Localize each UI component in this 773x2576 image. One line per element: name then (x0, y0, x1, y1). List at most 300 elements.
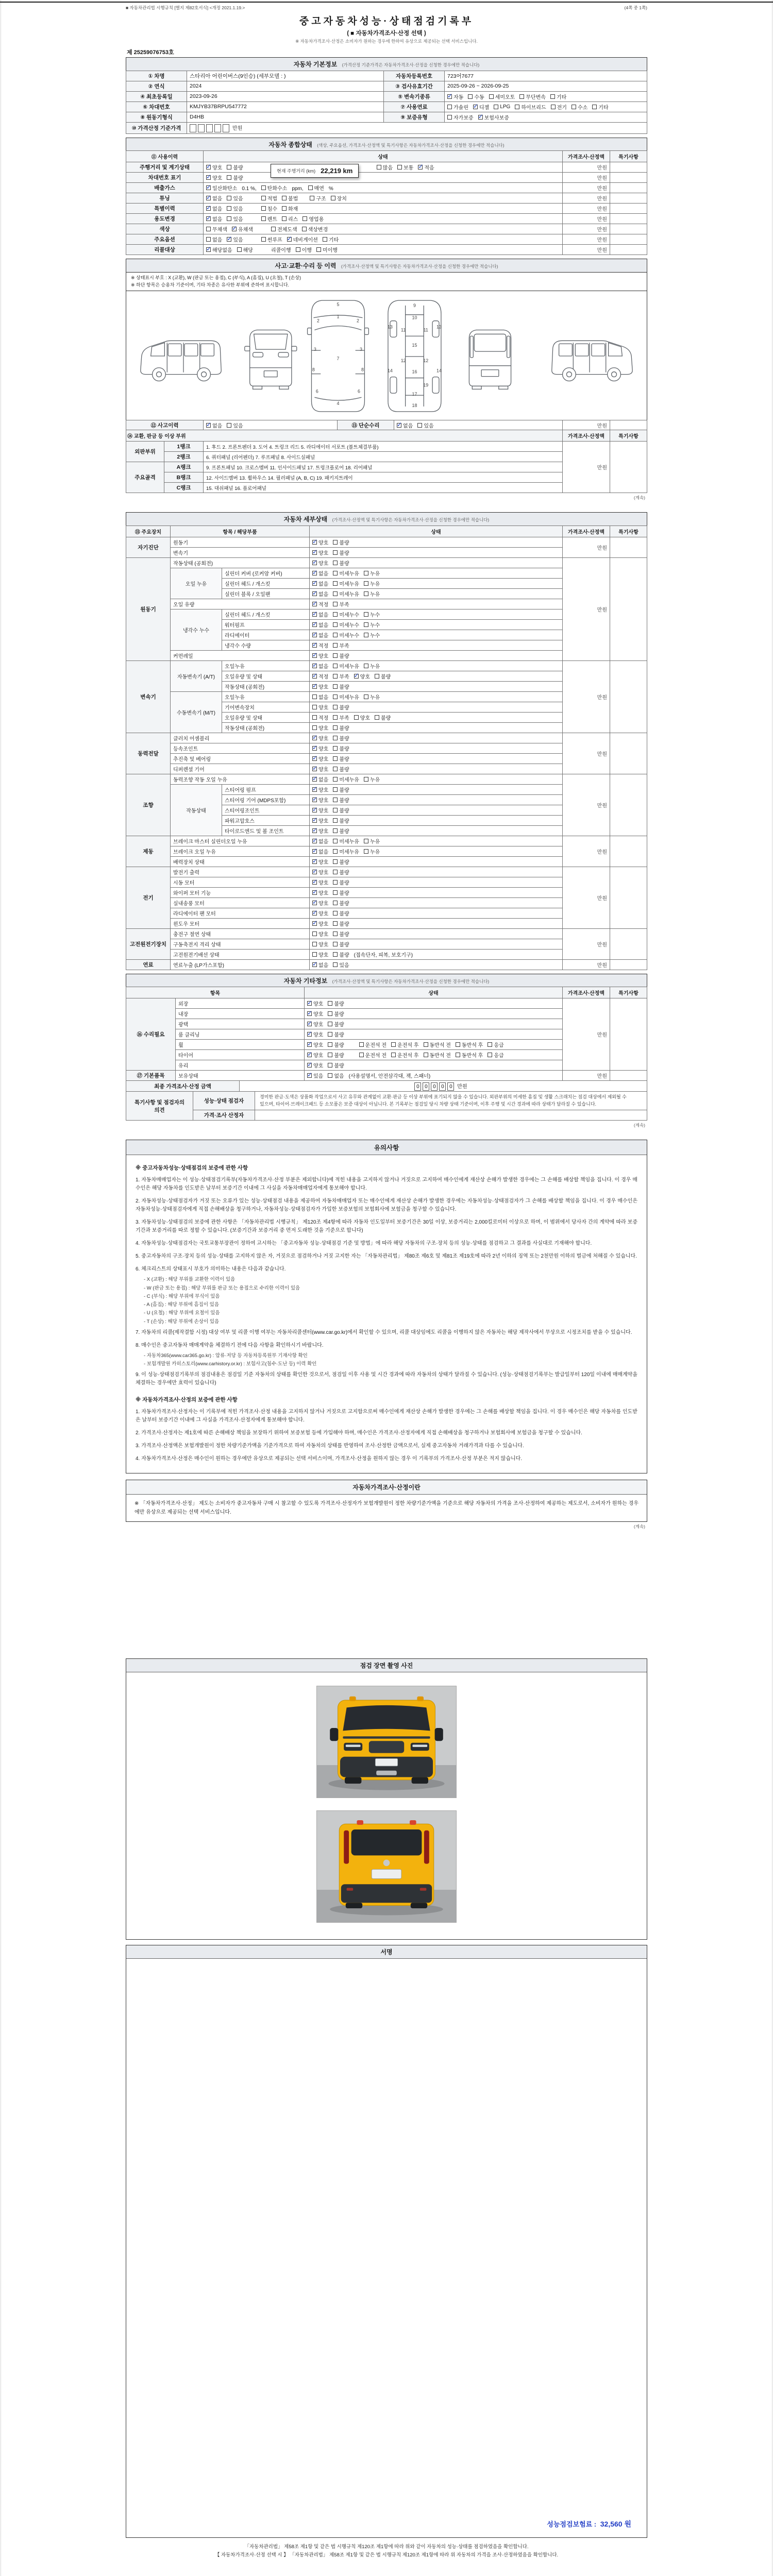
checkbox-option[interactable] (312, 868, 328, 876)
unchecked-checkbox[interactable] (391, 1053, 396, 1057)
checked-checkbox[interactable] (307, 1063, 312, 1067)
unchecked-checkbox[interactable] (375, 674, 379, 679)
checkbox-option[interactable] (261, 194, 277, 202)
checked-checkbox[interactable] (312, 653, 317, 658)
unchecked-checkbox[interactable] (397, 165, 402, 170)
checkbox-option[interactable] (232, 225, 253, 233)
unchecked-checkbox[interactable] (354, 715, 359, 720)
checkbox-option[interactable] (333, 714, 349, 721)
checked-checkbox[interactable] (206, 185, 211, 190)
checkbox-option[interactable] (333, 920, 349, 927)
unchecked-checkbox[interactable] (333, 633, 338, 637)
checked-checkbox[interactable] (312, 911, 317, 916)
unchecked-checkbox[interactable] (333, 859, 338, 864)
checkbox-option[interactable] (312, 889, 328, 896)
unchecked-checkbox[interactable] (333, 870, 338, 874)
unchecked-checkbox[interactable] (261, 237, 266, 242)
checkbox-option[interactable] (271, 225, 297, 233)
checkbox-option[interactable] (519, 93, 546, 100)
checkbox-option[interactable] (312, 909, 328, 917)
checkbox-option[interactable] (391, 1051, 418, 1059)
checkbox-option[interactable] (261, 235, 282, 243)
checkbox-option[interactable] (282, 205, 298, 212)
checkbox-option[interactable] (206, 215, 222, 223)
checkbox-option[interactable] (424, 1051, 451, 1059)
checkbox-option[interactable] (364, 580, 380, 587)
unchecked-checkbox[interactable] (391, 1042, 396, 1047)
checkbox-option[interactable] (312, 961, 328, 969)
unchecked-checkbox[interactable] (333, 931, 338, 936)
unchecked-checkbox[interactable] (359, 1042, 364, 1047)
checkbox-option[interactable] (307, 1030, 323, 1038)
checked-checkbox[interactable] (447, 94, 452, 99)
checkbox-option[interactable] (206, 246, 232, 253)
checked-checkbox[interactable] (312, 870, 317, 874)
checkbox-option[interactable] (206, 421, 222, 429)
unchecked-checkbox[interactable] (333, 612, 338, 617)
checkbox-option[interactable] (333, 951, 349, 958)
checkbox-option[interactable] (488, 1041, 503, 1048)
unchecked-checkbox[interactable] (206, 237, 211, 242)
unchecked-checkbox[interactable] (333, 962, 338, 967)
unchecked-checkbox[interactable] (328, 1022, 332, 1026)
checked-checkbox[interactable] (307, 1042, 312, 1047)
checkbox-option[interactable] (206, 163, 222, 171)
checked-checkbox[interactable] (312, 746, 317, 751)
unchecked-checkbox[interactable] (592, 105, 597, 109)
checkbox-option[interactable] (364, 775, 380, 783)
checked-checkbox[interactable] (473, 105, 478, 109)
checkbox-option[interactable] (364, 848, 380, 855)
checkbox-option[interactable] (312, 786, 328, 793)
unchecked-checkbox[interactable] (333, 664, 338, 668)
unchecked-checkbox[interactable] (328, 1032, 332, 1037)
unchecked-checkbox[interactable] (364, 622, 368, 627)
checkbox-option[interactable] (312, 951, 328, 958)
unchecked-checkbox[interactable] (364, 777, 368, 782)
checkbox-option[interactable] (364, 631, 380, 639)
unchecked-checkbox[interactable] (271, 227, 276, 231)
checked-checkbox[interactable] (312, 962, 317, 967)
checkbox-option[interactable] (515, 103, 546, 111)
checked-checkbox[interactable] (397, 423, 401, 428)
checkbox-option[interactable] (397, 163, 413, 171)
unchecked-checkbox[interactable] (519, 94, 524, 99)
unchecked-checkbox[interactable] (424, 1042, 428, 1047)
checkbox-option[interactable] (333, 672, 349, 680)
checked-checkbox[interactable] (312, 828, 317, 833)
unchecked-checkbox[interactable] (333, 818, 338, 823)
checkbox-option[interactable] (227, 205, 243, 212)
checkbox-option[interactable] (333, 693, 359, 701)
checked-checkbox[interactable] (312, 849, 317, 854)
checkbox-option[interactable] (312, 590, 328, 598)
checkbox-option[interactable] (333, 652, 349, 659)
unchecked-checkbox[interactable] (328, 1063, 332, 1067)
checkbox-option[interactable] (333, 600, 349, 608)
checkbox-option[interactable] (308, 184, 324, 192)
checkbox-option[interactable] (303, 215, 324, 223)
unchecked-checkbox[interactable] (312, 725, 317, 730)
checkbox-option[interactable] (364, 662, 380, 670)
checkbox-option[interactable] (333, 662, 359, 670)
unchecked-checkbox[interactable] (227, 175, 231, 180)
checkbox-option[interactable] (282, 215, 298, 223)
checked-checkbox[interactable] (206, 247, 211, 252)
checked-checkbox[interactable] (307, 1032, 312, 1037)
checkbox-option[interactable] (328, 1072, 344, 1079)
checked-checkbox[interactable] (312, 581, 317, 586)
checkbox-option[interactable] (312, 703, 328, 711)
unchecked-checkbox[interactable] (488, 1042, 492, 1047)
checkbox-option[interactable] (333, 961, 349, 969)
checkbox-option[interactable] (312, 827, 328, 835)
unchecked-checkbox[interactable] (237, 247, 242, 252)
unchecked-checkbox[interactable] (206, 227, 211, 231)
checked-checkbox[interactable] (478, 115, 483, 120)
checkbox-option[interactable] (312, 744, 328, 752)
unchecked-checkbox[interactable] (364, 612, 368, 617)
checked-checkbox[interactable] (206, 196, 211, 200)
unchecked-checkbox[interactable] (572, 105, 576, 109)
unchecked-checkbox[interactable] (468, 94, 473, 99)
unchecked-checkbox[interactable] (333, 561, 338, 565)
checkbox-option[interactable] (227, 421, 243, 429)
checkbox-option[interactable] (375, 714, 391, 721)
checkbox-option[interactable] (333, 734, 349, 742)
checked-checkbox[interactable] (312, 633, 317, 637)
checkbox-option[interactable] (206, 205, 222, 212)
checkbox-option[interactable] (328, 1030, 344, 1038)
unchecked-checkbox[interactable] (227, 206, 231, 211)
unchecked-checkbox[interactable] (328, 1042, 332, 1047)
checkbox-option[interactable] (364, 590, 380, 598)
unchecked-checkbox[interactable] (333, 808, 338, 812)
unchecked-checkbox[interactable] (333, 756, 338, 761)
checkbox-option[interactable] (333, 940, 349, 948)
checkbox-option[interactable] (206, 174, 222, 181)
unchecked-checkbox[interactable] (333, 798, 338, 802)
unchecked-checkbox[interactable] (333, 684, 338, 689)
checkbox-option[interactable] (447, 113, 474, 121)
checkbox-option[interactable] (333, 631, 359, 639)
checkbox-option[interactable] (592, 103, 608, 111)
checked-checkbox[interactable] (312, 561, 317, 565)
unchecked-checkbox[interactable] (333, 952, 338, 957)
unchecked-checkbox[interactable] (333, 591, 338, 596)
checkbox-option[interactable] (333, 621, 359, 629)
unchecked-checkbox[interactable] (333, 725, 338, 730)
unchecked-checkbox[interactable] (364, 591, 368, 596)
unchecked-checkbox[interactable] (302, 227, 307, 231)
checkbox-option[interactable] (312, 538, 328, 546)
checked-checkbox[interactable] (206, 423, 211, 428)
checked-checkbox[interactable] (312, 818, 317, 823)
unchecked-checkbox[interactable] (333, 777, 338, 782)
checkbox-option[interactable] (312, 549, 328, 556)
unchecked-checkbox[interactable] (333, 787, 338, 792)
checkbox-option[interactable] (312, 621, 328, 629)
checkbox-option[interactable] (468, 93, 484, 100)
checkbox-option[interactable] (550, 93, 566, 100)
checkbox-option[interactable] (333, 755, 349, 762)
unchecked-checkbox[interactable] (333, 911, 338, 916)
unchecked-checkbox[interactable] (333, 828, 338, 833)
unchecked-checkbox[interactable] (328, 1073, 332, 1078)
checkbox-option[interactable] (312, 878, 328, 886)
checked-checkbox[interactable] (312, 901, 317, 905)
checkbox-option[interactable] (333, 827, 349, 835)
checkbox-option[interactable] (307, 1061, 323, 1069)
unchecked-checkbox[interactable] (333, 622, 338, 627)
unchecked-checkbox[interactable] (377, 165, 381, 170)
checkbox-option[interactable] (359, 1041, 386, 1048)
checked-checkbox[interactable] (312, 591, 317, 596)
checkbox-option[interactable] (312, 724, 328, 732)
unchecked-checkbox[interactable] (316, 247, 321, 252)
unchecked-checkbox[interactable] (282, 196, 287, 200)
checkbox-option[interactable] (206, 194, 222, 202)
unchecked-checkbox[interactable] (333, 746, 338, 751)
unchecked-checkbox[interactable] (375, 715, 379, 720)
checkbox-option[interactable] (312, 796, 328, 804)
checkbox-option[interactable] (261, 205, 277, 212)
checkbox-option[interactable] (312, 714, 328, 721)
checkbox-option[interactable] (333, 611, 359, 618)
checkbox-option[interactable] (333, 878, 349, 886)
unchecked-checkbox[interactable] (282, 216, 287, 221)
checkbox-option[interactable] (261, 215, 277, 223)
checked-checkbox[interactable] (312, 756, 317, 761)
unchecked-checkbox[interactable] (359, 1053, 364, 1057)
checked-checkbox[interactable] (206, 165, 211, 170)
checked-checkbox[interactable] (206, 216, 211, 221)
unchecked-checkbox[interactable] (333, 643, 338, 648)
checkbox-option[interactable] (312, 920, 328, 927)
checkbox-option[interactable] (333, 538, 349, 546)
unchecked-checkbox[interactable] (331, 196, 335, 200)
checkbox-option[interactable] (488, 1051, 503, 1059)
unchecked-checkbox[interactable] (333, 901, 338, 905)
unchecked-checkbox[interactable] (296, 247, 300, 252)
unchecked-checkbox[interactable] (261, 185, 266, 190)
unchecked-checkbox[interactable] (303, 216, 307, 221)
checkbox-option[interactable] (478, 113, 509, 121)
checkbox-option[interactable] (237, 246, 253, 253)
checkbox-option[interactable] (227, 174, 243, 181)
checkbox-option[interactable] (333, 909, 349, 917)
checkbox-option[interactable] (354, 672, 370, 680)
unchecked-checkbox[interactable] (333, 571, 338, 575)
unchecked-checkbox[interactable] (333, 540, 338, 545)
checked-checkbox[interactable] (312, 612, 317, 617)
unchecked-checkbox[interactable] (333, 880, 338, 885)
unchecked-checkbox[interactable] (456, 1042, 460, 1047)
checked-checkbox[interactable] (307, 1073, 312, 1078)
unchecked-checkbox[interactable] (489, 94, 494, 99)
checkbox-option[interactable] (456, 1041, 483, 1048)
checkbox-option[interactable] (227, 163, 243, 171)
checkbox-option[interactable] (572, 103, 587, 111)
unchecked-checkbox[interactable] (312, 931, 317, 936)
checked-checkbox[interactable] (312, 540, 317, 545)
checkbox-option[interactable] (312, 848, 328, 855)
checkbox-option[interactable] (312, 600, 328, 608)
unchecked-checkbox[interactable] (312, 694, 317, 699)
unchecked-checkbox[interactable] (364, 633, 368, 637)
checked-checkbox[interactable] (232, 227, 237, 231)
unchecked-checkbox[interactable] (364, 849, 368, 854)
checkbox-option[interactable] (307, 1051, 323, 1059)
checked-checkbox[interactable] (312, 890, 317, 895)
checkbox-option[interactable] (364, 837, 380, 845)
checked-checkbox[interactable] (206, 206, 211, 211)
checkbox-option[interactable] (333, 848, 359, 855)
unchecked-checkbox[interactable] (364, 581, 368, 586)
checked-checkbox[interactable] (312, 664, 317, 668)
checkbox-option[interactable] (227, 235, 243, 243)
unchecked-checkbox[interactable] (333, 839, 338, 843)
checkbox-option[interactable] (312, 652, 328, 659)
checkbox-option[interactable] (307, 999, 323, 1007)
checkbox-option[interactable] (333, 641, 349, 649)
checkbox-option[interactable] (359, 1051, 386, 1059)
checkbox-option[interactable] (333, 889, 349, 896)
unchecked-checkbox[interactable] (308, 185, 313, 190)
unchecked-checkbox[interactable] (424, 1053, 428, 1057)
checkbox-option[interactable] (418, 163, 434, 171)
checkbox-option[interactable] (312, 662, 328, 670)
unchecked-checkbox[interactable] (447, 105, 452, 109)
checked-checkbox[interactable] (312, 674, 317, 679)
checkbox-option[interactable] (227, 194, 243, 202)
checkbox-option[interactable] (333, 858, 349, 866)
unchecked-checkbox[interactable] (310, 196, 314, 200)
unchecked-checkbox[interactable] (333, 550, 338, 555)
checked-checkbox[interactable] (307, 1022, 312, 1026)
checked-checkbox[interactable] (312, 880, 317, 885)
unchecked-checkbox[interactable] (333, 942, 338, 946)
checkbox-option[interactable] (206, 235, 222, 243)
checkbox-option[interactable] (312, 569, 328, 577)
checkbox-option[interactable] (316, 246, 338, 253)
checkbox-option[interactable] (333, 817, 349, 824)
unchecked-checkbox[interactable] (261, 196, 266, 200)
unchecked-checkbox[interactable] (312, 952, 317, 957)
checked-checkbox[interactable] (312, 643, 317, 648)
checked-checkbox[interactable] (312, 736, 317, 740)
checkbox-option[interactable] (333, 703, 349, 711)
unchecked-checkbox[interactable] (282, 206, 287, 211)
unchecked-checkbox[interactable] (333, 736, 338, 740)
checkbox-option[interactable] (323, 235, 339, 243)
checked-checkbox[interactable] (312, 839, 317, 843)
unchecked-checkbox[interactable] (364, 571, 368, 575)
checkbox-option[interactable] (391, 1041, 418, 1048)
checked-checkbox[interactable] (312, 602, 317, 606)
checkbox-option[interactable] (287, 235, 318, 243)
checkbox-option[interactable] (312, 858, 328, 866)
checkbox-option[interactable] (333, 580, 359, 587)
unchecked-checkbox[interactable] (333, 694, 338, 699)
checkbox-option[interactable] (328, 1010, 344, 1018)
checked-checkbox[interactable] (307, 1001, 312, 1006)
checked-checkbox[interactable] (312, 921, 317, 926)
unchecked-checkbox[interactable] (328, 1053, 332, 1057)
checkbox-option[interactable] (302, 225, 328, 233)
checkbox-option[interactable] (333, 786, 349, 793)
checkbox-option[interactable] (424, 1041, 451, 1048)
checkbox-option[interactable] (328, 999, 344, 1007)
checked-checkbox[interactable] (354, 674, 359, 679)
unchecked-checkbox[interactable] (328, 1011, 332, 1016)
unchecked-checkbox[interactable] (323, 237, 327, 242)
checkbox-option[interactable] (312, 930, 328, 938)
checked-checkbox[interactable] (312, 767, 317, 771)
checkbox-option[interactable] (333, 559, 349, 567)
checkbox-option[interactable] (397, 421, 413, 429)
checkbox-option[interactable] (333, 744, 349, 752)
checked-checkbox[interactable] (307, 1053, 312, 1057)
checkbox-option[interactable] (312, 580, 328, 587)
unchecked-checkbox[interactable] (227, 423, 231, 428)
checkbox-option[interactable] (328, 1051, 344, 1059)
checkbox-option[interactable] (333, 549, 349, 556)
unchecked-checkbox[interactable] (456, 1053, 460, 1057)
checkbox-option[interactable] (333, 930, 349, 938)
checkbox-option[interactable] (312, 837, 328, 845)
checkbox-option[interactable] (206, 225, 227, 233)
checkbox-option[interactable] (312, 641, 328, 649)
unchecked-checkbox[interactable] (494, 105, 498, 109)
checked-checkbox[interactable] (312, 622, 317, 627)
checkbox-option[interactable] (312, 775, 328, 783)
checkbox-option[interactable] (333, 590, 359, 598)
checkbox-option[interactable] (312, 559, 328, 567)
checkbox-option[interactable] (364, 569, 380, 577)
unchecked-checkbox[interactable] (227, 165, 231, 170)
checkbox-option[interactable] (307, 1072, 323, 1079)
checked-checkbox[interactable] (312, 859, 317, 864)
checkbox-option[interactable] (333, 899, 349, 907)
checked-checkbox[interactable] (312, 571, 317, 575)
unchecked-checkbox[interactable] (333, 921, 338, 926)
checkbox-option[interactable] (312, 734, 328, 742)
checkbox-option[interactable] (227, 215, 243, 223)
unchecked-checkbox[interactable] (333, 674, 338, 679)
checkbox-option[interactable] (551, 103, 567, 111)
checked-checkbox[interactable] (312, 777, 317, 782)
checked-checkbox[interactable] (287, 237, 292, 242)
checkbox-option[interactable] (489, 93, 515, 100)
checkbox-option[interactable] (312, 817, 328, 824)
checkbox-option[interactable] (261, 184, 288, 192)
unchecked-checkbox[interactable] (227, 216, 231, 221)
checkbox-option[interactable] (333, 796, 349, 804)
checkbox-option[interactable] (312, 683, 328, 690)
checkbox-option[interactable] (328, 1020, 344, 1028)
checked-checkbox[interactable] (418, 165, 423, 170)
unchecked-checkbox[interactable] (333, 602, 338, 606)
unchecked-checkbox[interactable] (333, 705, 338, 709)
unchecked-checkbox[interactable] (261, 216, 266, 221)
unchecked-checkbox[interactable] (227, 196, 231, 200)
checkbox-option[interactable] (333, 765, 349, 773)
checkbox-option[interactable] (312, 940, 328, 948)
unchecked-checkbox[interactable] (447, 115, 452, 120)
unchecked-checkbox[interactable] (312, 705, 317, 709)
unchecked-checkbox[interactable] (333, 653, 338, 658)
